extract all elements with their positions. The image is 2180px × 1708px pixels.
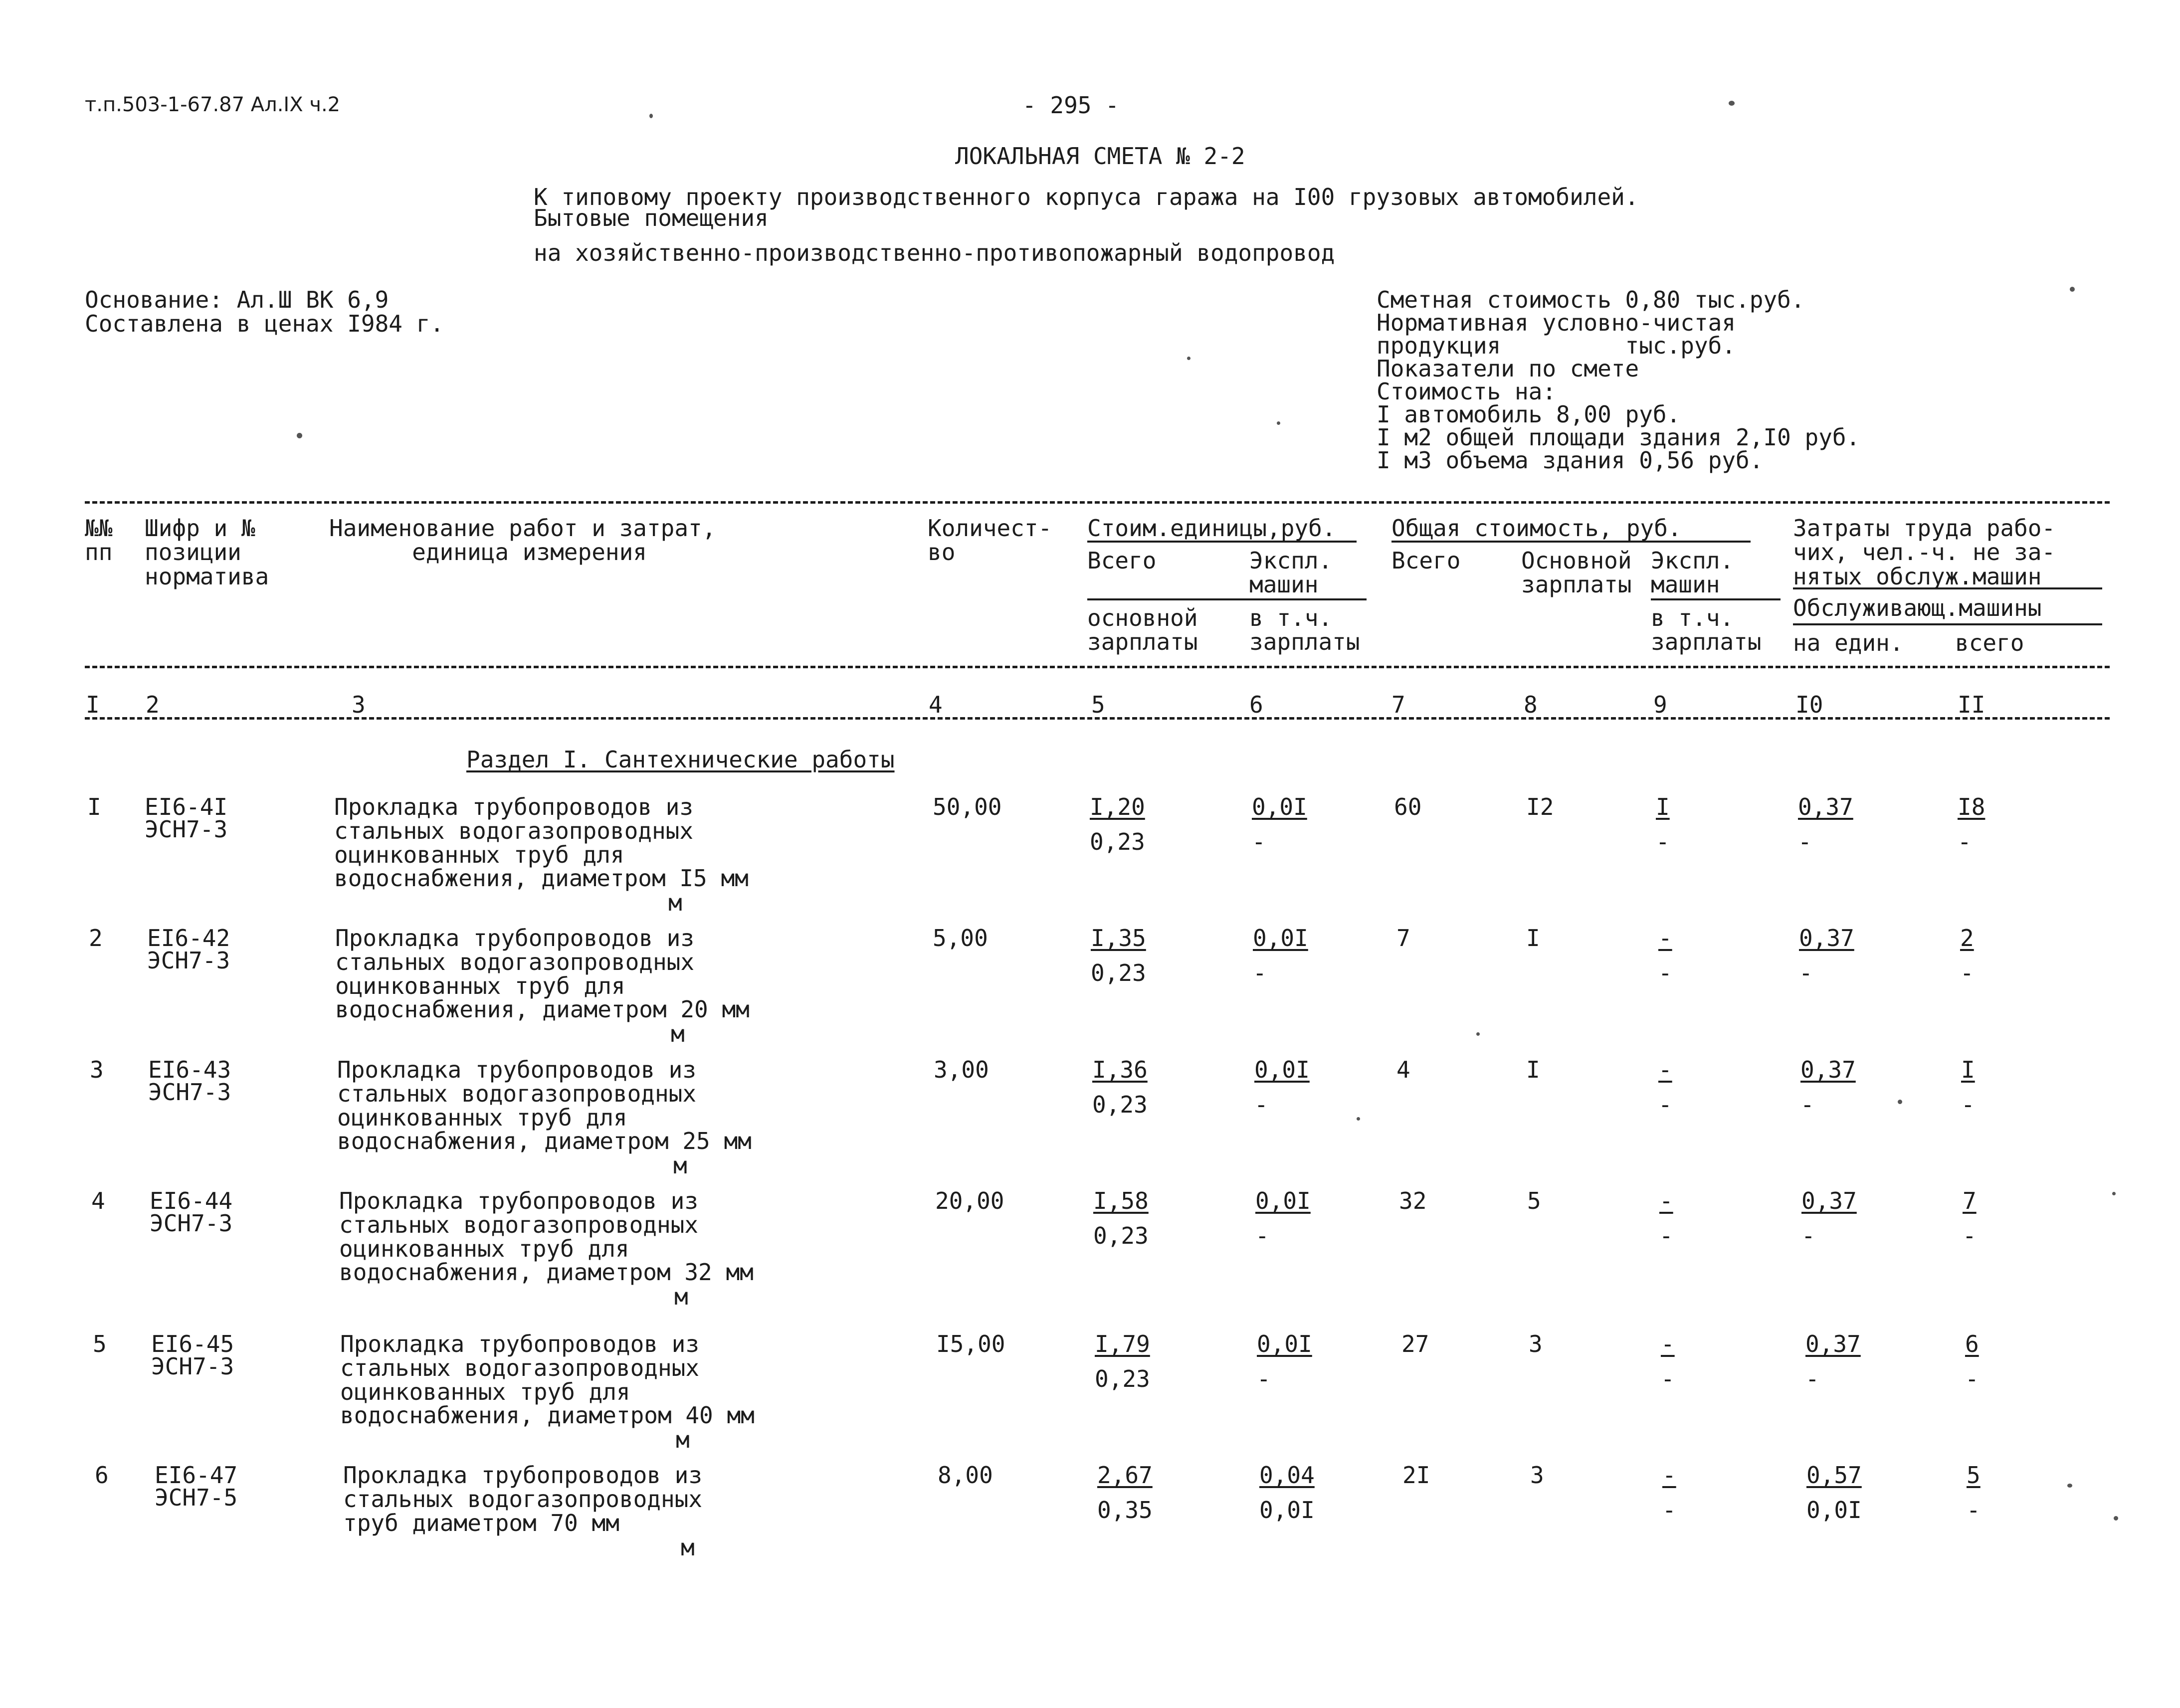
header-unit-machines-wage: в т.ч. зарплаты	[1249, 604, 1360, 656]
cost-per-heading: Стоимость на:	[1377, 378, 1557, 405]
unit-base-wage: 0,23	[1091, 959, 1146, 986]
header-total-cost-group: Общая стоимость, руб.	[1391, 515, 1682, 542]
total-cost-group-rule	[1391, 541, 1751, 543]
table-top-rule	[85, 501, 2110, 504]
unit-of-measure: м	[681, 1534, 695, 1561]
header-labor-per-unit: на един.	[1793, 629, 1904, 656]
labor-per-unit-service: 0,0I	[1806, 1497, 1862, 1523]
labor-per-unit: 0,37	[1805, 1330, 1861, 1357]
unit-cost-total: 2,67	[1097, 1462, 1153, 1489]
row-number: 5	[93, 1330, 107, 1357]
scan-speck	[2070, 287, 2075, 292]
labor-per-unit: 0,57	[1806, 1462, 1862, 1489]
cost-per-vehicle: I автомобиль 8,00 руб.	[1377, 401, 1681, 428]
header-quantity: Количест- во	[928, 515, 1052, 566]
header-labor-service: Обслуживающ.машины	[1793, 594, 2042, 621]
row-number: 2	[89, 925, 103, 951]
header-total-machines-wage: в т.ч. зарплаты	[1651, 604, 1762, 656]
column-number-10: I0	[1795, 691, 1823, 718]
labor-service-rule	[1793, 623, 2102, 625]
unit-cost-total: I,58	[1093, 1187, 1149, 1214]
total-machines-sub-rule	[1651, 598, 1781, 600]
quantity: 20,00	[935, 1187, 1004, 1214]
estimate-title: ЛОКАЛЬНАЯ СМЕТА № 2-2	[955, 143, 1245, 170]
unit-machine-wage: -	[1255, 1222, 1269, 1249]
price-code: ЭСН7-3	[148, 1079, 231, 1106]
total-cost: 4	[1396, 1056, 1410, 1083]
quantity: 8,00	[938, 1462, 993, 1489]
unit-cost-total: I,79	[1095, 1330, 1150, 1357]
norm-code: ЕI6-44	[150, 1187, 233, 1214]
unit-of-measure: м	[668, 889, 682, 916]
header-unit-cost-group: Стоим.единицы,руб.	[1087, 515, 1336, 542]
price-code: ЭСН7-3	[150, 1210, 233, 1237]
unit-base-wage: 0,23	[1092, 1091, 1148, 1118]
unit-machine-wage: -	[1252, 828, 1266, 855]
row-number: 3	[90, 1056, 104, 1083]
normative-output-label: Нормативная условно-чистая	[1377, 309, 1736, 336]
unit-of-measure: м	[676, 1426, 690, 1453]
total-machine-cost: -	[1658, 1056, 1672, 1083]
estimate-subtitle-line1: К типовому проекту производственного корпуса гаража на I00 грузовых автомобилей.	[534, 184, 1639, 210]
unit-machine-wage: 0,0I	[1259, 1497, 1315, 1523]
labor-group-rule	[1793, 587, 2102, 589]
estimated-cost: Сметная стоимость 0,80 тыс.руб.	[1377, 286, 1805, 313]
quantity: 5,00	[933, 925, 988, 951]
estimate-subtitle-line2: Бытовые помещения	[534, 204, 769, 231]
labor-per-unit: 0,37	[1799, 925, 1854, 951]
unit-base-wage: 0,23	[1095, 1365, 1150, 1392]
scan-speck	[1187, 357, 1190, 360]
unit-machine-cost: 0,0I	[1254, 1056, 1310, 1083]
norm-code: ЕI6-42	[147, 925, 230, 951]
work-description: Прокладка трубопроводов из стальных водогазопроводных оцинкованных труб для водоснабжения, диаметром 32 мм	[339, 1187, 754, 1286]
price-level: Составлена в ценах I984 г.	[85, 310, 444, 337]
quantity: I5,00	[936, 1330, 1005, 1357]
labor-total: I	[1961, 1056, 1975, 1083]
scan-speck	[297, 433, 302, 438]
cost-per-m3: I м3 объема здания 0,56 руб.	[1377, 447, 1764, 474]
total-base-wage: I	[1526, 1056, 1540, 1083]
header-labor-total: всего	[1955, 629, 2024, 656]
quantity: 50,00	[933, 793, 1002, 820]
labor-per-unit-service: -	[1798, 828, 1812, 855]
normative-output-value: продукция тыс.руб.	[1377, 332, 1736, 359]
labor-total-service: -	[1965, 1365, 1979, 1392]
header-total-machines: Экспл. машин	[1651, 547, 1734, 598]
unit-machine-wage: -	[1254, 1091, 1268, 1118]
unit-of-measure: м	[674, 1283, 688, 1310]
labor-per-unit-service: -	[1799, 959, 1813, 986]
total-machine-cost: -	[1659, 1187, 1673, 1214]
total-machine-wage: -	[1661, 1365, 1675, 1392]
scan-speck	[649, 114, 653, 118]
total-cost: 27	[1401, 1330, 1429, 1357]
price-code: ЭСН7-5	[155, 1484, 238, 1511]
column-number-11: II	[1958, 691, 1985, 718]
scan-speck	[2067, 1484, 2072, 1488]
price-code: ЭСН7-3	[145, 816, 228, 843]
total-machine-cost: -	[1662, 1462, 1676, 1489]
column-number-9: 9	[1653, 691, 1667, 718]
total-base-wage: I	[1526, 925, 1540, 951]
unit-cost-total: I,35	[1091, 925, 1146, 951]
unit-cost-group-rule	[1087, 541, 1357, 543]
total-machine-wage: -	[1658, 959, 1672, 986]
basis-reference: Основание: Ал.Ш ВК 6,9	[85, 286, 389, 313]
column-number-6: 6	[1249, 691, 1263, 718]
unit-machine-cost: 0,04	[1259, 1462, 1315, 1489]
total-machine-wage: -	[1658, 1091, 1672, 1118]
norm-code: ЕI6-43	[148, 1056, 231, 1083]
work-description: Прокладка трубопроводов из стальных водогазопроводных оцинкованных труб для водоснабжения, диаметром 40 мм	[340, 1330, 755, 1429]
labor-per-unit: 0,37	[1801, 1187, 1857, 1214]
cost-per-m2: I м2 общей площади здания 2,I0 руб.	[1377, 424, 1860, 451]
estimate-subtitle-line3: на хозяйственно-производственно-противопожарный водопровод	[534, 239, 1335, 266]
row-number: 6	[95, 1462, 109, 1489]
scan-speck	[1357, 1117, 1360, 1121]
unit-machine-cost: 0,0I	[1252, 793, 1307, 820]
unit-base-wage: 0,35	[1097, 1497, 1153, 1523]
scan-speck	[1729, 101, 1735, 106]
total-cost: 2I	[1402, 1462, 1430, 1489]
document-code: т.п.503-1-67.87 Ал.IX ч.2	[85, 93, 341, 116]
total-cost: 60	[1394, 793, 1422, 820]
norm-code: ЕI6-4I	[145, 793, 228, 820]
total-machine-cost: -	[1661, 1330, 1675, 1357]
scan-speck	[1898, 1100, 1902, 1104]
total-cost: 7	[1396, 925, 1410, 951]
work-description: Прокладка трубопроводов из стальных водогазопроводных оцинкованных труб для водоснабжения, диаметром I5 мм	[334, 793, 749, 892]
header-unit-total: Всего	[1087, 547, 1157, 574]
total-base-wage: 3	[1529, 1330, 1543, 1357]
labor-total: 2	[1960, 925, 1974, 951]
price-code: ЭСН7-3	[147, 947, 230, 974]
unit-cost-total: I,36	[1092, 1056, 1148, 1083]
labor-total: 6	[1965, 1330, 1979, 1357]
labor-per-unit-service: -	[1800, 1091, 1814, 1118]
norm-code: ЕI6-47	[155, 1462, 238, 1489]
column-number-1: I	[86, 691, 100, 718]
header-unit-machines: Экспл. машин	[1249, 547, 1333, 598]
page-number: - 295 -	[1022, 92, 1119, 119]
total-machine-cost: -	[1658, 925, 1672, 951]
total-machine-cost: I	[1656, 793, 1670, 820]
unit-base-wage: 0,23	[1090, 828, 1145, 855]
column-number-5: 5	[1091, 691, 1105, 718]
unit-base-wage: 0,23	[1093, 1222, 1149, 1249]
labor-per-unit: 0,37	[1800, 1056, 1856, 1083]
header-unit-base-wage: основной зарплаты	[1087, 604, 1198, 656]
scan-speck	[1277, 421, 1280, 425]
scan-speck	[1476, 1032, 1480, 1036]
total-cost: 32	[1399, 1187, 1427, 1214]
header-total-base-wage: Основной зарплаты	[1521, 547, 1632, 598]
scan-speck	[2114, 1516, 2118, 1520]
row-number: 4	[91, 1187, 105, 1214]
total-base-wage: 5	[1527, 1187, 1541, 1214]
labor-per-unit-service: -	[1805, 1365, 1819, 1392]
unit-machine-wage: -	[1257, 1365, 1271, 1392]
unit-of-measure: м	[673, 1152, 687, 1179]
unit-of-measure: м	[671, 1020, 685, 1047]
unit-machine-wage: -	[1253, 959, 1267, 986]
price-code: ЭСН7-3	[151, 1353, 234, 1380]
column-number-4: 4	[929, 691, 943, 718]
work-description: Прокладка трубопроводов из стальных водогазопроводных оцинкованных труб для водоснабжения, диаметром 20 мм	[335, 925, 750, 1023]
row-number: I	[87, 793, 101, 820]
unit-machine-cost: 0,0I	[1257, 1330, 1312, 1357]
unit-machine-cost: 0,0I	[1255, 1187, 1311, 1214]
unit-cost-total: I,20	[1090, 793, 1145, 820]
header-total-total: Всего	[1391, 547, 1461, 574]
labor-total: 7	[1963, 1187, 1977, 1214]
header-row-number: №№ пп	[85, 515, 113, 566]
column-number-3: 3	[352, 691, 366, 718]
total-machine-wage: -	[1662, 1497, 1676, 1523]
labor-total-service: -	[1963, 1222, 1977, 1249]
labor-per-unit: 0,37	[1798, 793, 1853, 820]
total-base-wage: I2	[1526, 793, 1554, 820]
labor-total-service: -	[1958, 828, 1972, 855]
scan-speck	[2112, 1192, 2116, 1195]
labor-total: I8	[1958, 793, 1985, 820]
labor-total: 5	[1967, 1462, 1981, 1489]
table-header-bottom-rule	[85, 666, 2110, 668]
header-labor-group: Затраты труда рабо- чих, чел.-ч. не за- нятых обслуж.машин	[1793, 515, 2056, 590]
column-number-2: 2	[146, 691, 160, 718]
column-number-7: 7	[1391, 691, 1405, 718]
total-base-wage: 3	[1530, 1462, 1544, 1489]
indicators-heading: Показатели по смете	[1377, 355, 1639, 382]
labor-total-service: -	[1960, 959, 1974, 986]
labor-total-service: -	[1967, 1497, 1981, 1523]
total-machine-wage: -	[1659, 1222, 1673, 1249]
norm-code: ЕI6-45	[151, 1330, 234, 1357]
labor-total-service: -	[1961, 1091, 1975, 1118]
header-work-name: Наименование работ и затрат, единица измерения	[329, 515, 716, 566]
section-title: Раздел I. Сантехнические работы	[466, 746, 895, 773]
column-number-8: 8	[1524, 691, 1538, 718]
labor-per-unit-service: -	[1801, 1222, 1815, 1249]
total-machine-wage: -	[1656, 828, 1670, 855]
quantity: 3,00	[934, 1056, 989, 1083]
header-code: Шифр и № позиции норматива	[145, 515, 269, 590]
work-description: Прокладка трубопроводов из стальных водогазопроводных труб диаметром 70 мм	[343, 1462, 703, 1536]
unit-cost-sub-rule	[1087, 598, 1367, 600]
unit-machine-cost: 0,0I	[1253, 925, 1308, 951]
work-description: Прокладка трубопроводов из стальных водогазопроводных оцинкованных труб для водоснабжения, диаметром 25 мм	[337, 1056, 752, 1155]
